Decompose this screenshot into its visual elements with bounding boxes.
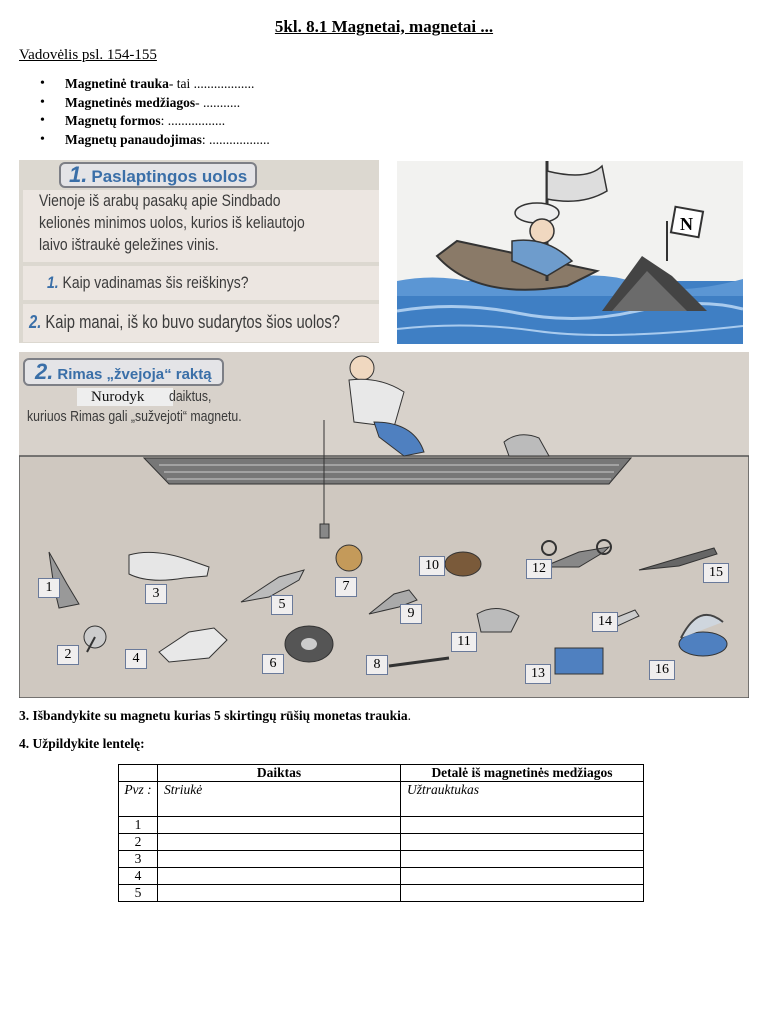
task-4: 4. Užpildykite lentelę: — [19, 736, 145, 751]
row-number: 4 — [119, 868, 158, 885]
item-number: 7 — [335, 577, 357, 597]
example-item: Striukė — [158, 782, 401, 817]
ship-drawing — [397, 161, 743, 344]
task-3: 3. Išbandykite su magnetu kurias 5 skirtingų rūšių monetas traukia. — [19, 708, 411, 723]
table-row — [119, 885, 644, 902]
item-number: 5 — [271, 595, 293, 615]
item-number: 11 — [451, 632, 477, 652]
table-row — [119, 834, 644, 851]
list-item: • Magnetinės medžiagos- ........... — [40, 94, 270, 113]
header-cell: Daiktas — [158, 765, 401, 782]
item-number: 9 — [400, 604, 422, 624]
part-cell[interactable] — [401, 834, 644, 851]
nurodyk-label: Nurodyk — [77, 388, 173, 406]
item-cell[interactable] — [158, 868, 401, 885]
row-number: 1 — [119, 817, 158, 834]
list-item: • Magnetų panaudojimas: .................. — [40, 131, 270, 150]
exercise2-banner: 2. Rimas „žvejoja“ raktą — [23, 358, 224, 386]
item-number: 4 — [125, 649, 147, 669]
item-number: 15 — [703, 563, 729, 583]
part-cell[interactable] — [401, 817, 644, 834]
item-number: 14 — [592, 612, 618, 632]
example-label: Pvz : — [119, 782, 158, 817]
item-number: 12 — [526, 559, 552, 579]
row-number: 2 — [119, 834, 158, 851]
exercise2-line2: kuriuos Rimas gali „sužvejoti“ magnetu. — [27, 408, 242, 425]
row-number: 5 — [119, 885, 158, 902]
table-row — [119, 817, 644, 834]
exercise1-panel — [19, 160, 379, 343]
item-number: 13 — [525, 664, 551, 684]
sindbad-ship-illustration — [397, 161, 743, 344]
item-cell[interactable] — [158, 851, 401, 868]
list-item: • Magnetinė trauka- tai .................. — [40, 75, 270, 94]
item-number: 16 — [649, 660, 675, 680]
table-row — [119, 851, 644, 868]
definition-list — [40, 75, 270, 149]
table-row — [119, 868, 644, 885]
item-number: 6 — [262, 654, 284, 674]
row-number: 3 — [119, 851, 158, 868]
exercise2-line1: daiktus, — [169, 388, 212, 405]
item-cell[interactable] — [158, 834, 401, 851]
part-cell[interactable] — [401, 885, 644, 902]
item-number: 8 — [366, 655, 388, 675]
question-2: 2. Kaip manai, iš ko buvo sudarytos šios uolos? — [29, 312, 340, 332]
table-header-row — [119, 765, 644, 782]
textbook-reference: Vadovėlis psl. 154-155 — [19, 47, 157, 63]
north-sign-letter: N — [680, 214, 693, 234]
example-part: Užtrauktukas — [401, 782, 644, 817]
part-cell[interactable] — [401, 868, 644, 885]
exercise1-banner: 1. Paslaptingos uolos — [59, 162, 257, 188]
header-cell — [119, 765, 158, 782]
item-cell[interactable] — [158, 885, 401, 902]
fill-in-table — [118, 764, 644, 902]
page-title: 5kl. 8.1 Magnetai, magnetai ... — [274, 17, 494, 36]
item-cell[interactable] — [158, 817, 401, 834]
item-number: 3 — [145, 584, 167, 604]
part-cell[interactable] — [401, 851, 644, 868]
header-cell: Detalė iš magnetinės medžiagos — [401, 765, 644, 782]
item-number: 2 — [57, 645, 79, 665]
table-row — [119, 782, 644, 817]
list-item: • Magnetų formos: ................. — [40, 112, 270, 131]
exercise1-text: Vienoje iš arabų pasakų apie Sindbado kelionės minimos uolos, kurios iš keliautojo laivo ištraukė geležines vinis. — [39, 191, 305, 254]
item-number: 10 — [419, 556, 445, 576]
item-number: 1 — [38, 578, 60, 598]
question-1: 1. Kaip vadinamas šis reiškinys? — [47, 273, 249, 292]
exercise2-panel — [19, 352, 749, 698]
